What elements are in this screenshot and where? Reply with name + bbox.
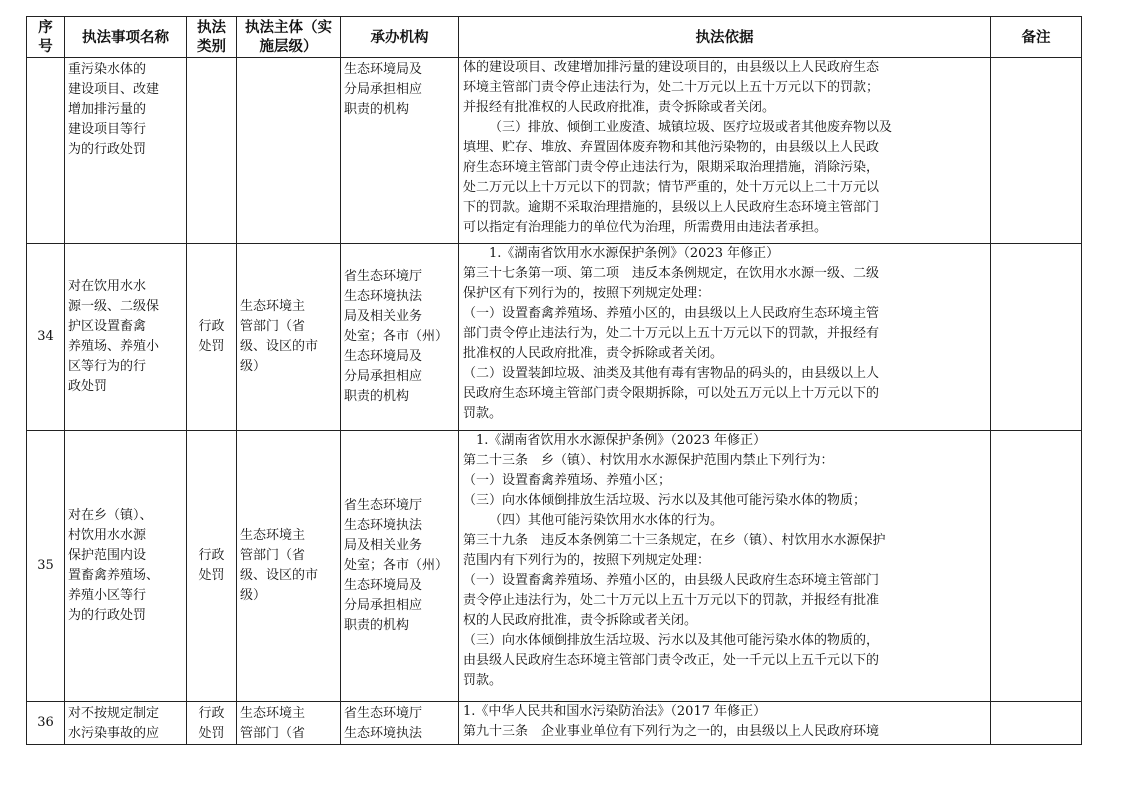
row-org: 生态环境局及 分局承担相应 职责的机构 — [341, 58, 459, 244]
row-basis: 1.《湖南省饮用水水源保护条例》（2023 年修正） 第二十三条 乡（镇）、村饮用水水源保护范围内禁止下列行为： （一）设置畜禽养殖场、养殖小区； （三）向水体倾倒排放生活垃圾、污水以及其他可能污染水体的物质； （四）其他可能污染饮用水水体的行为。 第三十九条 违反本条例第二十三条规定，在乡（镇）、村饮用水水源保护 范围内有下列行为的，按照下列规定处理： （一）设置畜禽养殖场、养殖小区的，由县级人民政府生态环境主管部门 责令停止违法行为，处二十万元以上五十万元以下的罚款，并报经有批准 权的人民政府批准，责令拆除或者关闭。 （三）向水体倾倒排放生活垃圾、污水以及其他可能污染水体的物质的， 由县级人民政府生态环境主管部门责令改正，处一千元以上五千元以下的 罚款。 — [459, 431, 991, 702]
row-org: 省生态环境厅 生态环境执法 局及相关业务 处室；各市（州） 生态环境局及 分局承担相应 职责的机构 — [341, 431, 459, 702]
row-seq: 34 — [27, 244, 65, 431]
row-item-name: 对在乡（镇）、 村饮用水水源 保护范围内设 置畜禽养殖场、 养殖小区等行 为的行政处罚 — [65, 431, 187, 702]
header-subject: 执法主体（实 施层级） — [237, 17, 341, 58]
row-subject — [237, 58, 341, 244]
header-item-name: 执法事项名称 — [65, 17, 187, 58]
table-row — [27, 244, 1082, 431]
row-seq: 35 — [27, 431, 65, 702]
row-org: 省生态环境厅 生态环境执法 — [341, 702, 459, 745]
row-remark — [991, 244, 1082, 431]
header-remark: 备注 — [991, 17, 1082, 58]
row-remark — [991, 58, 1082, 244]
header-category: 执法 类别 — [187, 17, 237, 58]
row-item-name: 对不按规定制定 水污染事故的应 — [65, 702, 187, 745]
row-remark — [991, 702, 1082, 745]
row-item-name: 对在饮用水水 源一级、二级保 护区设置畜禽 养殖场、养殖小 区等行为的行 政处罚 — [65, 244, 187, 431]
header-seq: 序 号 — [27, 17, 65, 58]
table-row — [27, 702, 1082, 745]
row-org: 省生态环境厅 生态环境执法 局及相关业务 处室；各市（州） 生态环境局及 分局承担相应 职责的机构 — [341, 244, 459, 431]
row-subject: 生态环境主 管部门（省 级、设区的市 级） — [237, 431, 341, 702]
row-basis: 1.《中华人民共和国水污染防治法》（2017 年修正） 第九十三条 企业事业单位有下列行为之一的，由县级以上人民政府环境 — [459, 702, 991, 745]
table-row — [27, 58, 1082, 244]
row-remark — [991, 431, 1082, 702]
row-subject: 生态环境主 管部门（省 — [237, 702, 341, 745]
header-basis: 执法依据 — [459, 17, 991, 58]
row-item-name: 重污染水体的 建设项目、改建 增加排污量的 建设项目等行 为的行政处罚 — [65, 58, 187, 244]
row-category: 行政 处罚 — [187, 702, 237, 745]
row-category: 行政 处罚 — [187, 431, 237, 702]
row-seq: 36 — [27, 702, 65, 745]
row-basis: 体的建设项目、改建增加排污量的建设项目的，由县级以上人民政府生态 环境主管部门责令停止违法行为，处二十万元以上五十万元以下的罚款； 并报经有批准权的人民政府批准，责令拆除或者关闭。 （三）排放、倾倒工业废渣、城镇垃圾、医疗垃圾或者其他废弃物以及 填埋、贮存、堆放、弃置固体废弃物和其他污染物的，由县级以上人民政 府生态环境主管部门责令停止违法行为，限期采取治理措施，消除污染， 处二万元以上十万元以下的罚款；情节严重的，处十万元以上二十万元以 下的罚款。逾期不采取治理措施的，县级以上人民政府生态环境主管部门 可以指定有治理能力的单位代为治理，所需费用由违法者承担。 — [459, 58, 991, 244]
table-row — [27, 431, 1082, 702]
table-header-row — [27, 17, 1082, 58]
row-seq — [27, 58, 65, 244]
row-category — [187, 58, 237, 244]
header-org: 承办机构 — [341, 17, 459, 58]
row-subject: 生态环境主 管部门（省 级、设区的市 级） — [237, 244, 341, 431]
row-category: 行政 处罚 — [187, 244, 237, 431]
enforcement-table — [26, 16, 1082, 745]
row-basis: 1.《湖南省饮用水水源保护条例》（2023 年修正） 第三十七条第一项、第二项 违反本条例规定，在饮用水水源一级、二级 保护区有下列行为的，按照下列规定处理： （一）设置畜禽养殖场、养殖小区的，由县级以上人民政府生态环境主管 部门责令停止违法行为，处二十万元以上五十万元以下的罚款，并报经有 批准权的人民政府批准，责令拆除或者关闭。 （二）设置装卸垃圾、油类及其他有毒有害物品的码头的，由县级以上人 民政府生态环境主管部门责令限期拆除，可以处五万元以上十万元以下的 罚款。 — [459, 244, 991, 431]
